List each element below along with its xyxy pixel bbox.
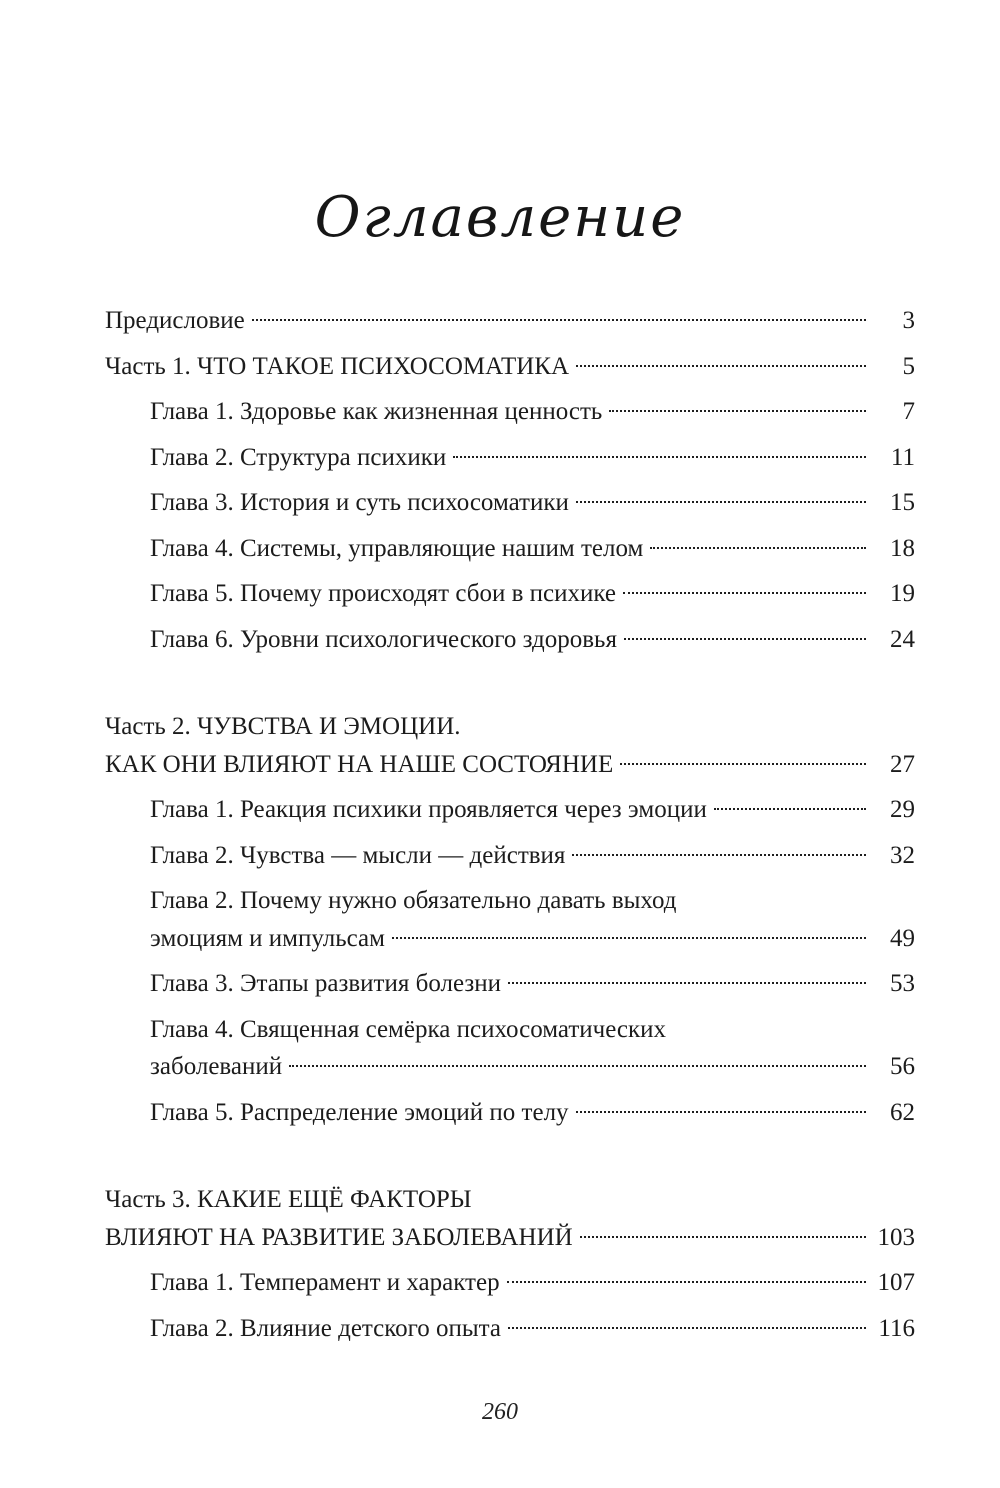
toc-list [105, 302, 915, 1347]
toc-entry-text: Глава 3. Этапы развития болезни [150, 970, 502, 997]
toc-page-number: 3 [902, 307, 915, 334]
toc-page-number: 5 [902, 352, 915, 380]
toc-page-number: 18 [890, 534, 915, 562]
toc-entry-text: Глава 2. Структура психики [150, 443, 447, 471]
toc-page-number: 56 [890, 1053, 915, 1080]
toc-entry-text: Предисловие [105, 307, 245, 334]
toc-chapter-entry [105, 439, 915, 477]
toc-page-number: 11 [890, 443, 915, 471]
toc-entry-wrap-line [105, 708, 915, 746]
toc-entry-text: Глава 4. Системы, управляющие нашим телом [150, 534, 644, 562]
toc-part-entry [105, 302, 915, 340]
toc-page-number: 62 [890, 1098, 915, 1126]
toc-chapter-entry [105, 882, 915, 957]
toc-entry-line [150, 1094, 915, 1132]
toc-chapter-entry [105, 1011, 915, 1086]
toc-entry-text: Глава 2. Влияние детского опыта [150, 1314, 502, 1342]
toc-part-entry [105, 708, 915, 783]
toc-entry-line [150, 530, 915, 568]
toc-page-number: 19 [890, 580, 915, 607]
toc-entry-line [105, 348, 915, 386]
toc-chapter-entry [105, 837, 915, 875]
toc-chapter-entry [105, 484, 915, 522]
toc-entry-line [105, 1219, 915, 1257]
toc-entry-line [150, 393, 915, 431]
toc-chapter-entry [105, 1094, 915, 1132]
toc-page-number: 15 [890, 489, 915, 516]
footer-page-number: 260 [482, 1399, 518, 1425]
toc-chapter-entry [105, 965, 915, 1003]
toc-entry-line [150, 1310, 915, 1348]
toc-part-entry [105, 1181, 915, 1256]
toc-entry-line [150, 484, 915, 522]
toc-entry-text: КАК ОНИ ВЛИЯЮТ НА НАШЕ СОСТОЯНИЕ [105, 750, 614, 778]
toc-entry-line [150, 791, 915, 829]
toc-chapter-entry [105, 575, 915, 613]
toc-page-number: 7 [902, 398, 915, 425]
toc-entry-text: Глава 1. Темперамент и характер [150, 1269, 500, 1296]
page-title: Оглавление [314, 185, 686, 250]
toc-entry-wrap-line [150, 1011, 915, 1049]
toc-entry-line [105, 746, 915, 784]
toc-page-number: 32 [890, 841, 915, 869]
toc-entry-text: заболеваний [150, 1053, 283, 1080]
toc-entry-line [150, 439, 915, 477]
toc-entry-text: эмоциям и импульсам [150, 924, 385, 952]
toc-entry-wrap-line [105, 1181, 915, 1219]
toc-entry-line [105, 302, 915, 340]
toc-entry-text: Часть 3. КАКИЕ ЕЩЁ ФАКТОРЫ [105, 1186, 472, 1213]
toc-chapter-entry [105, 393, 915, 431]
toc-page-number: 49 [890, 924, 915, 952]
toc-chapter-entry [105, 621, 915, 659]
toc-entry-text: Глава 1. Реакция психики проявляется через эмоции [150, 796, 707, 823]
toc-entry-text: Глава 2. Чувства — мысли — действия [150, 841, 566, 869]
toc-entry-text: Глава 5. Распределение эмоций по телу [150, 1098, 569, 1126]
toc-entry-line [150, 965, 915, 1003]
toc-entry-text: Глава 6. Уровни психологического здоровья [150, 625, 617, 653]
toc-chapter-entry [105, 530, 915, 568]
toc-entry-line [150, 575, 915, 613]
toc-chapter-entry [105, 1310, 915, 1348]
toc-entry-text: Глава 4. Священная семёрка психосоматических [150, 1015, 667, 1043]
toc-page-number: 27 [890, 750, 915, 778]
toc-page-number: 116 [878, 1314, 915, 1342]
toc-entry-text: Часть 1. ЧТО ТАКОЕ ПСИХОСОМАТИКА [105, 352, 570, 380]
toc-page-number: 103 [877, 1223, 915, 1251]
toc-entry-wrap-line [150, 882, 915, 920]
toc-page-number: 24 [890, 625, 915, 653]
toc-entry-line [150, 837, 915, 875]
toc-entry-line [150, 1048, 915, 1086]
toc-page-number: 29 [890, 796, 915, 823]
toc-part-entry [105, 348, 915, 386]
toc-entry-text: ВЛИЯЮТ НА РАЗВИТИЕ ЗАБОЛЕВАНИЙ [105, 1223, 573, 1251]
toc-chapter-entry [105, 1264, 915, 1302]
toc-entry-line [150, 920, 915, 958]
toc-page-number: 53 [890, 970, 915, 997]
toc-entry-text: Глава 2. Почему нужно обязательно давать выход [150, 887, 677, 914]
toc-entry-text: Глава 1. Здоровье как жизненная ценность [150, 398, 603, 425]
toc-entry-line [150, 1264, 915, 1302]
toc-page-number: 107 [877, 1269, 915, 1296]
toc-entry-line [150, 621, 915, 659]
toc-entry-text: Глава 5. Почему происходят сбои в психике [150, 580, 617, 607]
toc-entry-text: Часть 2. ЧУВСТВА И ЭМОЦИИ. [105, 713, 461, 740]
toc-entry-text: Глава 3. История и суть психосоматики [150, 489, 569, 516]
toc-chapter-entry [105, 791, 915, 829]
